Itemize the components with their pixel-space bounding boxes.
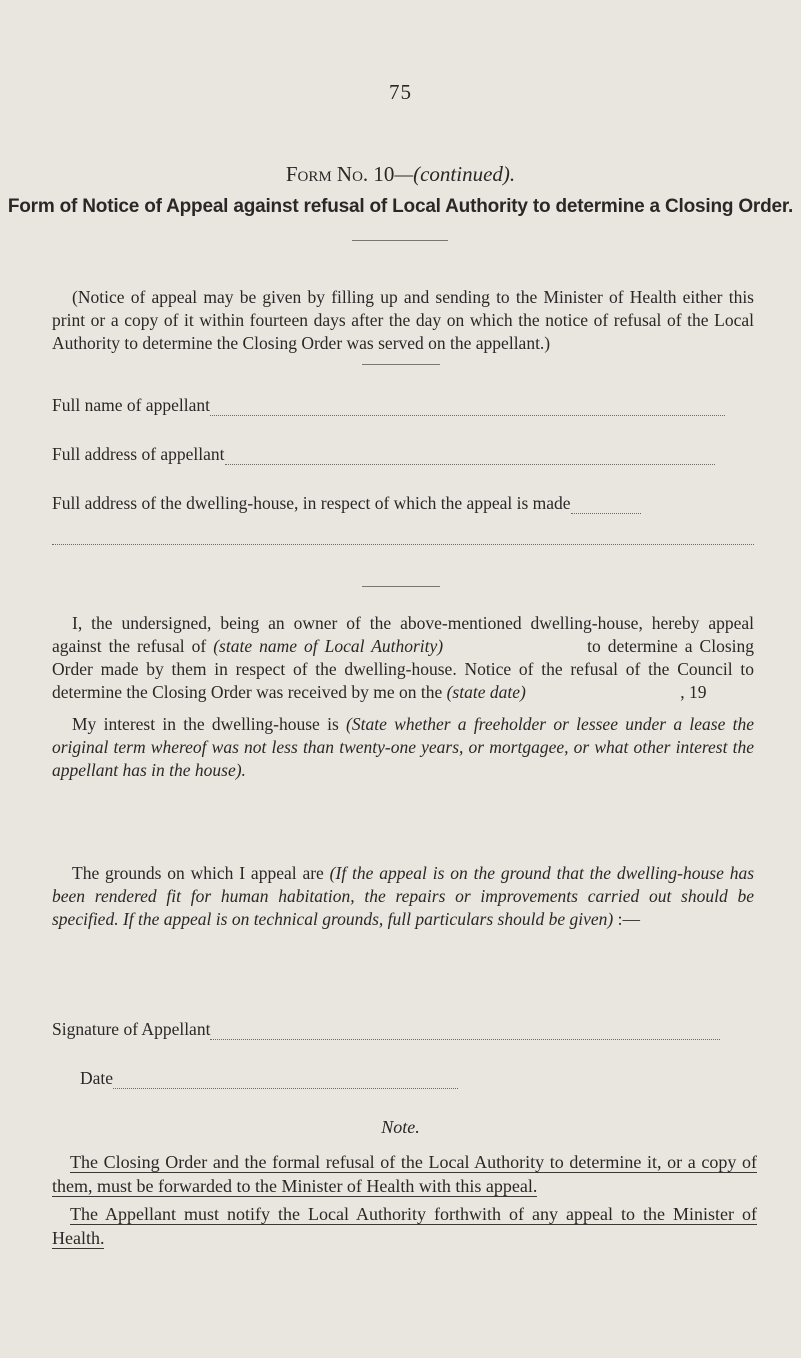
dotted-fill (225, 458, 715, 465)
grounds-tail: :— (613, 909, 640, 929)
appeal-text-2: to determine a Closing Order made by them in respect of the dwelling-house. Notice of the refusal of the Council to determine the Closing Order was received by me on the (52, 636, 755, 702)
signature-field[interactable] (52, 1018, 754, 1040)
dotted-fill (571, 507, 641, 514)
grounds-instruction: (If the appeal is on the ground that the dwelling-house has been rendered fit for human habitation, the repairs or improvements carried out should be specified. If the appeal is on technical grounds, full particulars should be given) (52, 863, 754, 929)
interest-paragraph (52, 713, 754, 782)
dotted-fill (113, 1082, 458, 1089)
form-title: Form of Notice of Appeal against refusal of Local Authority to determine a Closing Order. (7, 196, 794, 217)
divider (352, 240, 448, 241)
appellant-address-field[interactable] (52, 443, 754, 465)
divider (362, 364, 440, 365)
note-text-1: The Closing Order and the formal refusal of the Local Authority to determine it, or a copy of them, must be forwarded to the Minister of Health with this appeal. (52, 1152, 757, 1196)
dwelling-address-continuation[interactable] (52, 542, 754, 545)
dwelling-address-label: Full address of the dwelling-house, in respect of which the appeal is made (52, 493, 571, 513)
appellant-name-label: Full name of appellant (52, 395, 210, 415)
dotted-fill (210, 409, 725, 416)
appeal-instruction-2: (state date) (446, 682, 526, 702)
signature-label: Signature of Appellant (52, 1019, 211, 1039)
note-title: Note. (381, 1117, 420, 1137)
note-text-2: The Appellant must notify the Local Authority forthwith of any appeal to the Minister of Health. (52, 1204, 757, 1248)
appeal-text-1: I, the undersigned, being an owner of the above-mentioned dwelling-house, hereby appeal against the refusal of (52, 613, 754, 656)
interest-lead: My interest in the dwelling-house is (72, 714, 339, 734)
date-label: Date (80, 1068, 114, 1088)
appeal-year-text: , 19 (680, 682, 707, 702)
dwelling-address-field[interactable] (52, 492, 754, 514)
page-number: 75 (389, 80, 412, 104)
note-line-2 (52, 1202, 757, 1250)
grounds-paragraph (52, 862, 754, 931)
form-label: Form No. 10 (285, 162, 395, 186)
grounds-lead: The grounds on which I appeal are (72, 863, 324, 883)
continued-label: —(continued). (394, 162, 516, 186)
appeal-paragraph (52, 612, 754, 704)
divider (362, 586, 440, 587)
intro-paragraph: (Notice of appeal may be given by filling up and sending to the Minister of Health either this print or a copy of it within fourteen days after the day on which the notice of refusal of the Local Authority to determine the Closing Order was served on the appellant.) (52, 287, 754, 353)
date-field[interactable] (80, 1067, 480, 1089)
appellant-name-field[interactable] (52, 394, 754, 416)
appellant-address-label: Full address of appellant (52, 444, 225, 464)
form-heading (0, 162, 801, 187)
interest-instruction: (State whether a freeholder or lessee under a lease the original term whereof was not less than twenty-one years, or mortgagee, or what other interest the appellant has in the house). (52, 714, 754, 780)
appeal-instruction-1: (state name of Local Authority) (213, 636, 444, 656)
dotted-fill (210, 1033, 720, 1040)
note-line-1 (52, 1150, 757, 1198)
